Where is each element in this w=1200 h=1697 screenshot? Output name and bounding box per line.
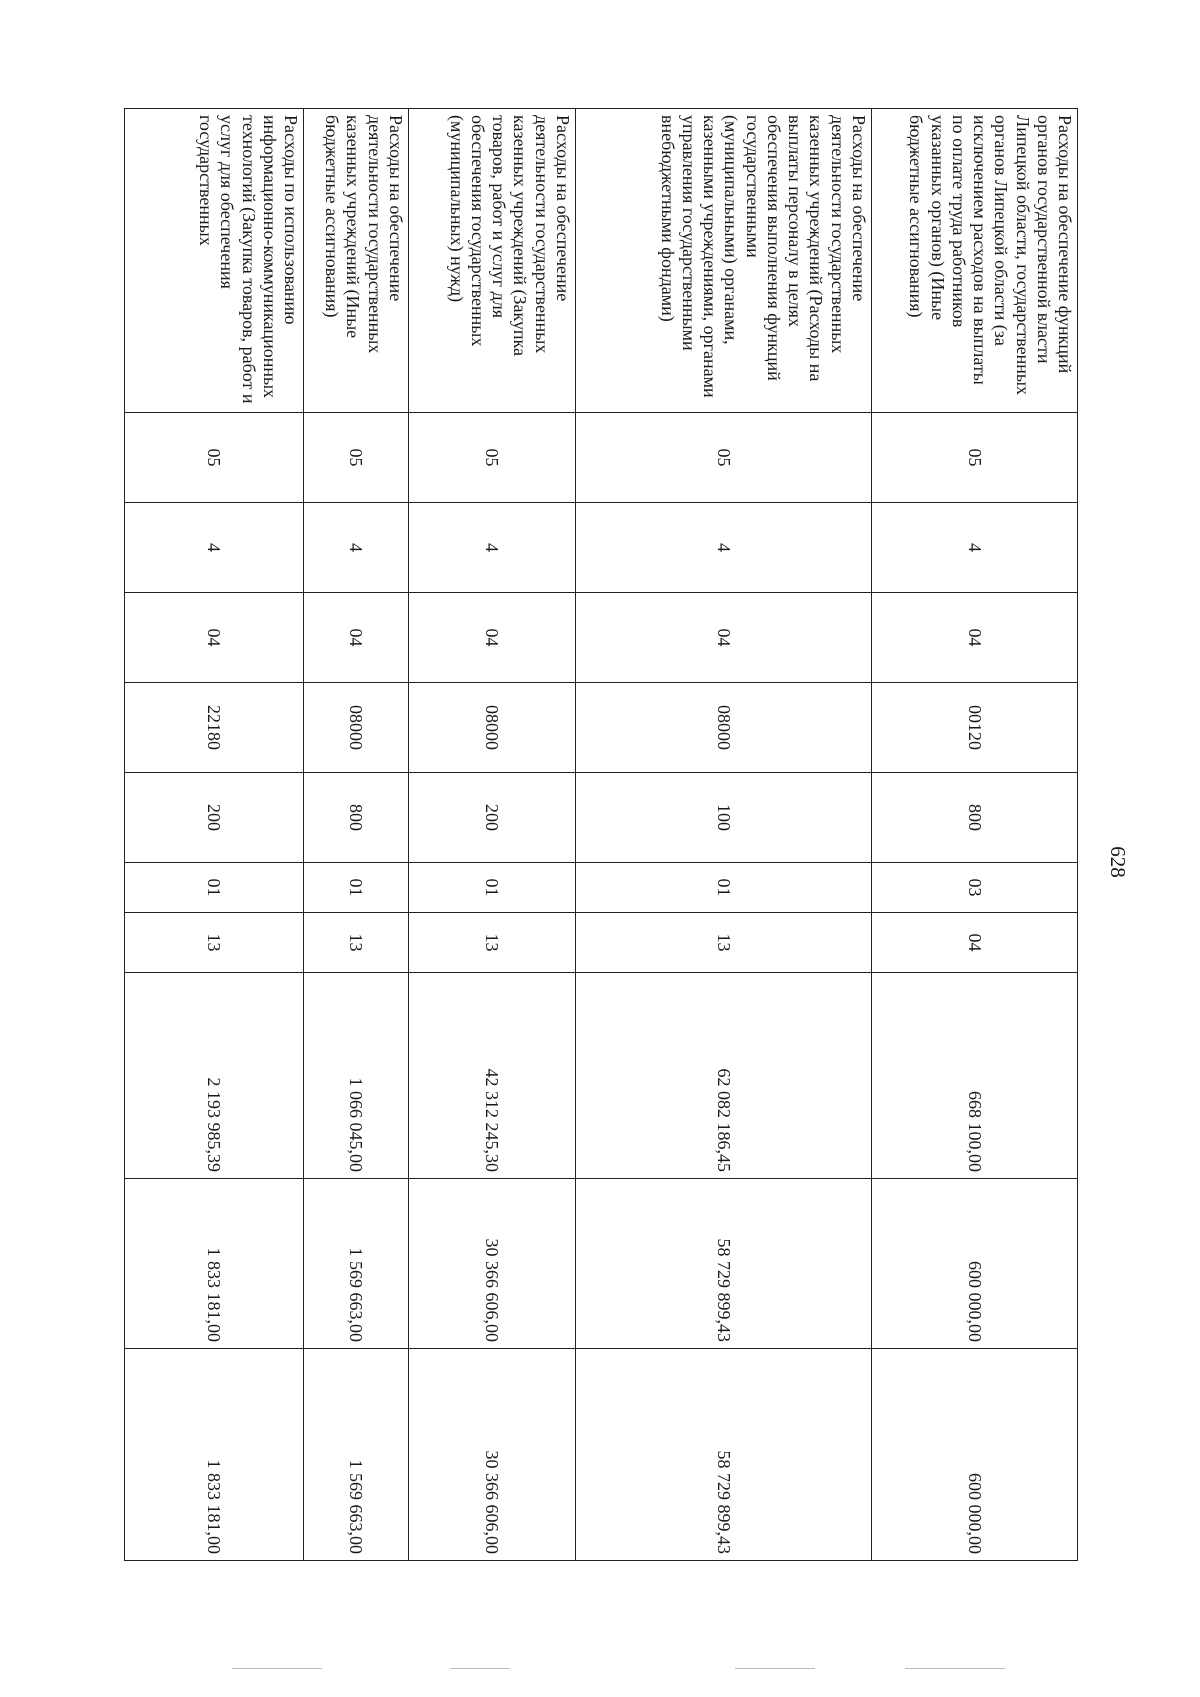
code-cell: 05 xyxy=(303,413,408,503)
amount-cell: 1 569 663,00 xyxy=(303,1179,408,1349)
table-row xyxy=(125,109,304,1561)
amount-cell: 600 000,00 xyxy=(871,1179,1077,1349)
table-row xyxy=(871,109,1077,1561)
amount-cell: 1 833 181,00 xyxy=(125,1349,304,1561)
scan-artifact xyxy=(450,1668,510,1669)
code-cell: 04 xyxy=(303,593,408,683)
code-cell: 13 xyxy=(303,913,408,973)
row-description: Расходы на обеспечение деятельности государственных казенных учреждений (Иные бюджетные ассигнования) xyxy=(303,109,408,413)
code-cell: 01 xyxy=(575,863,871,913)
code-cell: 08000 xyxy=(408,683,575,773)
table-row xyxy=(303,109,408,1561)
code-cell: 05 xyxy=(871,413,1077,503)
code-cell: 13 xyxy=(125,913,304,973)
scan-artifact xyxy=(232,1668,322,1669)
table-row xyxy=(575,109,871,1561)
code-cell: 13 xyxy=(575,913,871,973)
row-description: Расходы по использованию информационно-коммуникационных технологий (Закупка товаров, работ и услуг для обеспечения государственных xyxy=(125,109,304,413)
code-cell: 08000 xyxy=(575,683,871,773)
code-cell: 200 xyxy=(125,773,304,863)
code-cell: 04 xyxy=(408,593,575,683)
code-cell: 4 xyxy=(871,503,1077,593)
amount-cell: 58 729 899,43 xyxy=(575,1349,871,1561)
table-row xyxy=(408,109,575,1561)
code-cell: 04 xyxy=(871,913,1077,973)
scan-artifact xyxy=(905,1668,1005,1669)
scan-artifact xyxy=(735,1668,815,1669)
row-description: Расходы на обеспечение деятельности государственных казенных учреждений (Закупка товаров, работ и услуг для обеспечения государственных (муниципальных) нужд) xyxy=(408,109,575,413)
code-cell: 13 xyxy=(408,913,575,973)
code-cell: 01 xyxy=(125,863,304,913)
code-cell: 04 xyxy=(125,593,304,683)
code-cell: 04 xyxy=(575,593,871,683)
amount-cell: 1 569 663,00 xyxy=(303,1349,408,1561)
budget-table xyxy=(124,108,1078,1561)
code-cell: 800 xyxy=(303,773,408,863)
code-cell: 200 xyxy=(408,773,575,863)
code-cell: 800 xyxy=(871,773,1077,863)
amount-cell: 30 366 606,00 xyxy=(408,1179,575,1349)
code-cell: 05 xyxy=(125,413,304,503)
code-cell: 4 xyxy=(408,503,575,593)
amount-cell: 1 066 045,00 xyxy=(303,973,408,1179)
row-description: Расходы на обеспечение деятельности государственных казенных учреждений (Расходы на выплаты персоналу в целях обеспечения выполнения функций государственными (муниципальными) органами, казенными учреждениями, органами управления государственными внебюджетными фондами) xyxy=(575,109,871,413)
table-body xyxy=(125,109,1078,1561)
amount-cell: 2 193 985,39 xyxy=(125,973,304,1179)
page-number: 628 xyxy=(1106,846,1131,878)
amount-cell: 42 312 245,30 xyxy=(408,973,575,1179)
amount-cell: 668 100,00 xyxy=(871,973,1077,1179)
code-cell: 4 xyxy=(575,503,871,593)
code-cell: 03 xyxy=(871,863,1077,913)
amount-cell: 62 082 186,45 xyxy=(575,973,871,1179)
code-cell: 4 xyxy=(125,503,304,593)
code-cell: 05 xyxy=(575,413,871,503)
code-cell: 01 xyxy=(303,863,408,913)
amount-cell: 30 366 606,00 xyxy=(408,1349,575,1561)
code-cell: 01 xyxy=(408,863,575,913)
amount-cell: 600 000,00 xyxy=(871,1349,1077,1561)
row-description: Расходы на обеспечение функций органов государственной власти Липецкой области, государственных органов Липецкой области (за исключением расходов на выплаты по оплате труда работников указанных органов) (Иные бюджетные ассигнования) xyxy=(871,109,1077,413)
code-cell: 100 xyxy=(575,773,871,863)
code-cell: 05 xyxy=(408,413,575,503)
code-cell: 04 xyxy=(871,593,1077,683)
amount-cell: 58 729 899,43 xyxy=(575,1179,871,1349)
code-cell: 00120 xyxy=(871,683,1077,773)
code-cell: 08000 xyxy=(303,683,408,773)
amount-cell: 1 833 181,00 xyxy=(125,1179,304,1349)
code-cell: 22180 xyxy=(125,683,304,773)
budget-table-rotated xyxy=(124,108,1078,1560)
code-cell: 4 xyxy=(303,503,408,593)
